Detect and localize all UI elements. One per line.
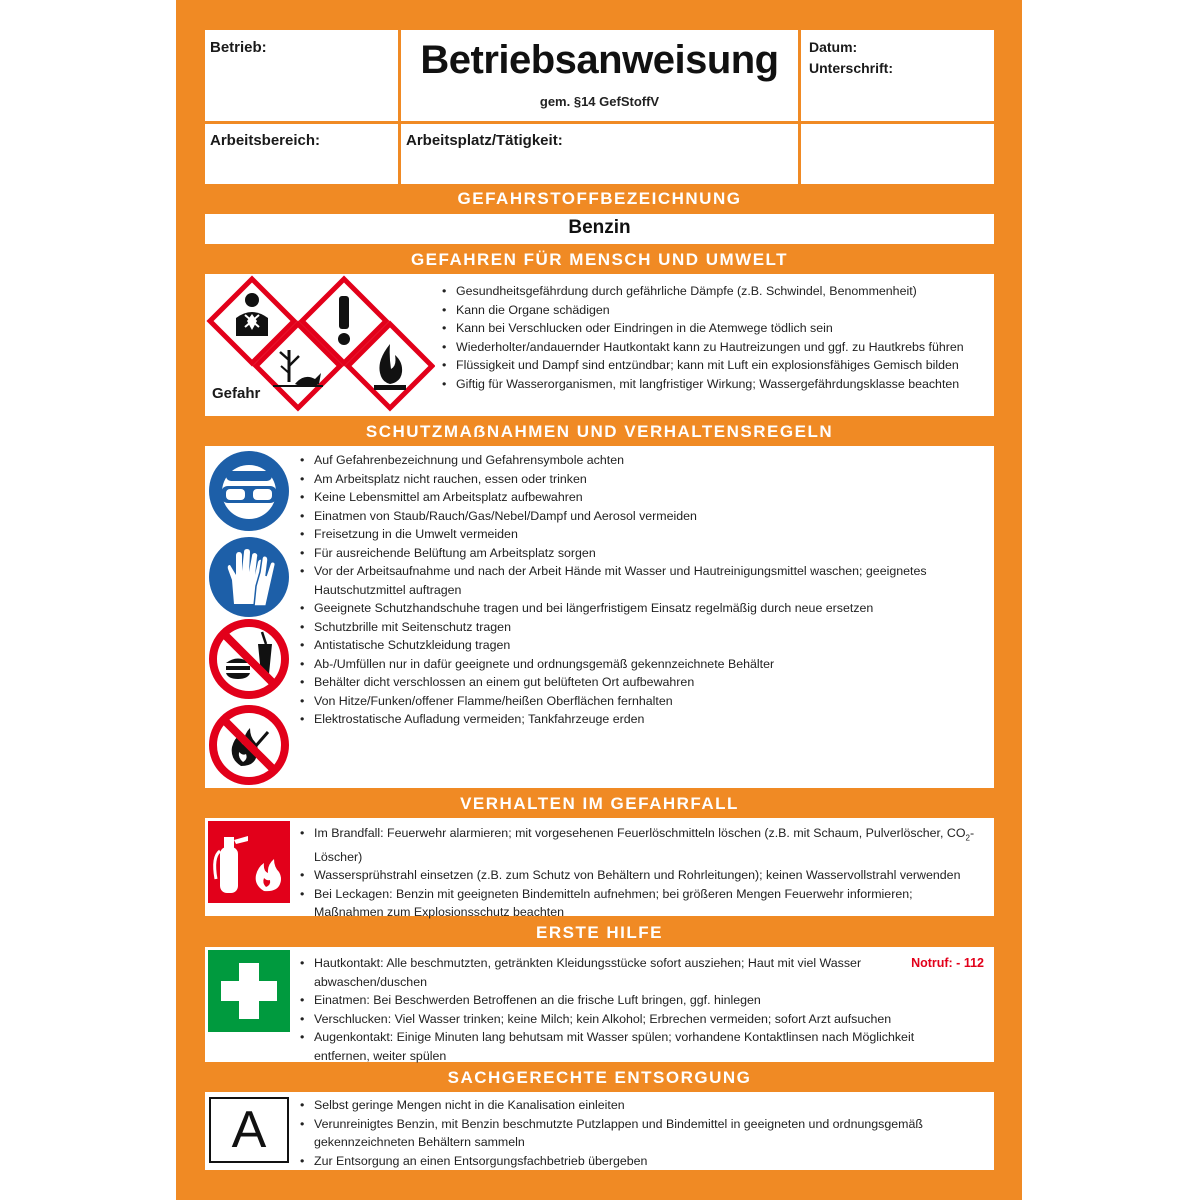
emergency-number: Notruf: - 112 bbox=[911, 956, 984, 970]
substance-heading: GEFAHRSTOFFBEZEICHNUNG bbox=[457, 189, 742, 208]
datum-label: Datum: bbox=[809, 39, 858, 55]
page-title: Betriebsanweisung bbox=[420, 38, 779, 82]
arbeitsbereich-cell[interactable] bbox=[205, 124, 398, 184]
first-aid-list bbox=[300, 954, 915, 1065]
no-open-flame-icon bbox=[208, 704, 290, 786]
list-item: • Selbst geringe Mengen nicht in die Kanalisation einleiten bbox=[300, 1096, 950, 1115]
list-item: • Wiederholter/andauernder Hautkontakt kann zu Hautreizungen und ggf. zu Hautkrebs führen bbox=[442, 338, 990, 357]
list-item: • Freisetzung in die Umwelt vermeiden bbox=[300, 525, 985, 544]
list-item: • Hautkontakt: Alle beschmutzten, getränkten Kleidungsstücke sofort ausziehen; Haut mit viel Wasser abwaschen/duschen bbox=[300, 954, 890, 991]
subscript: 2 bbox=[965, 833, 970, 843]
list-item: • Auf Gefahrenbezeichnung und Gefahrensymbole achten bbox=[300, 451, 985, 470]
disposal-list bbox=[300, 1096, 950, 1170]
list-item: • Behälter dicht verschlossen an einem gut belüfteten Ort aufbewahren bbox=[300, 673, 985, 692]
first-aid-cross-icon bbox=[208, 950, 290, 1032]
list-item-text: CO bbox=[946, 826, 966, 840]
list-item: • Kann bei Verschlucken oder Eindringen in die Atemwege tödlich sein bbox=[442, 319, 990, 338]
list-item: • Schutzbrille mit Seitenschutz tragen bbox=[300, 618, 985, 637]
hazards-box bbox=[205, 274, 994, 416]
arbeitsplatz-label: Arbeitsplatz/Tätigkeit: bbox=[406, 132, 563, 149]
first-aid-box bbox=[205, 947, 994, 1062]
signal-word: Gefahr bbox=[212, 385, 261, 402]
protection-box bbox=[205, 446, 994, 788]
no-eating-drinking-icon bbox=[208, 618, 290, 700]
goggles-icon bbox=[208, 450, 290, 532]
list-item-text: -Löscher) bbox=[314, 826, 975, 864]
list-item: • Ab-/Umfüllen nur in dafür geeignete und ordnungsgemäß gekennzeichnete Behälter bbox=[300, 655, 985, 674]
disposal-heading: SACHGERECHTE ENTSORGUNG bbox=[447, 1068, 752, 1087]
empty-cell[interactable] bbox=[801, 124, 994, 184]
substance-name: Benzin bbox=[568, 217, 631, 238]
arbeitsbereich-label: Arbeitsbereich: bbox=[210, 132, 321, 149]
list-item: • Am Arbeitsplatz nicht rauchen, essen oder trinken bbox=[300, 470, 985, 489]
disposal-box bbox=[205, 1092, 994, 1170]
list-item: • Einatmen von Staub/Rauch/Gas/Nebel/Dampf und Aerosol vermeiden bbox=[300, 507, 985, 526]
list-item bbox=[300, 824, 985, 866]
protection-heading: SCHUTZMAẞNAHMEN UND VERHALTENSREGELN bbox=[365, 422, 834, 441]
emergency-box bbox=[205, 818, 994, 920]
first-aid-heading: ERSTE HILFE bbox=[535, 923, 663, 942]
list-item: • Zur Entsorgung an einen Entsorgungsfachbetrieb übergeben bbox=[300, 1152, 950, 1171]
title-cell bbox=[401, 30, 798, 121]
list-item: • Gesundheitsgefährdung durch gefährliche Dämpfe (z.B. Schwindel, Benommenheit) bbox=[442, 282, 990, 301]
emergency-list bbox=[300, 824, 985, 922]
list-item: • Vor der Arbeitsaufnahme und nach der Arbeit Hände mit Wasser und Hautreinigungsmittel waschen; geeignetes Hautschutzmittel auftragen bbox=[300, 562, 985, 599]
substance-box bbox=[205, 214, 994, 244]
list-item: • Flüssigkeit und Dampf sind entzündbar; kann mit Luft ein explosionsfähiges Gemisch bilden bbox=[442, 356, 990, 375]
list-item: • Verunreinigtes Benzin, mit Benzin beschmutzte Putzlappen und Bindemittel in geeigneten und ordnungsgemäß gekennzeichneten Behältern sammeln bbox=[300, 1115, 950, 1152]
list-item: • Für ausreichende Belüftung am Arbeitsplatz sorgen bbox=[300, 544, 985, 563]
list-item: • Bei Leckagen: Benzin mit geeigneten Bindemitteln aufnehmen; bei größeren Mengen Feuerwehr informieren; Maßnahmen zum Explosionsschutz beachten bbox=[300, 885, 985, 922]
arbeitsplatz-cell[interactable] bbox=[401, 124, 798, 184]
list-item: • Antistatische Schutzkleidung tragen bbox=[300, 636, 985, 655]
list-item: • Keine Lebensmittel am Arbeitsplatz aufbewahren bbox=[300, 488, 985, 507]
emergency-heading: VERHALTEN IM GEFAHRFALL bbox=[460, 794, 739, 813]
hazards-list bbox=[442, 282, 990, 393]
disposal-code-box bbox=[209, 1097, 289, 1163]
list-item: • Kann die Organe schädigen bbox=[442, 301, 990, 320]
list-item: • Von Hitze/Funken/offener Flamme/heißen Oberflächen fernhalten bbox=[300, 692, 985, 711]
unterschrift-label: Unterschrift: bbox=[809, 60, 894, 76]
betrieb-cell[interactable] bbox=[205, 30, 398, 121]
protection-list bbox=[300, 451, 985, 729]
fire-extinguisher-icon bbox=[208, 821, 290, 903]
list-item: • Einatmen: Bei Beschwerden Betroffenen an die frische Luft bringen, ggf. hinlegen bbox=[300, 991, 999, 1010]
disposal-code-letter: A bbox=[231, 1101, 267, 1159]
list-item: • Geeignete Schutzhandschuhe tragen und bei längerfristigem Einsatz regelmäßig durch neue ersetzen bbox=[300, 599, 985, 618]
list-item: • Elektrostatische Aufladung vermeiden; Tankfahrzeuge erden bbox=[300, 710, 985, 729]
list-item: • Verschlucken: Viel Wasser trinken; keine Milch; kein Alkohol; Erbrechen vermeiden; sofort Arzt aufsuchen bbox=[300, 1010, 999, 1029]
betrieb-label: Betrieb: bbox=[210, 39, 267, 56]
gloves-icon bbox=[208, 536, 290, 618]
datum-cell[interactable] bbox=[801, 30, 994, 121]
page-subtitle: gem. §14 GefStoffV bbox=[539, 94, 660, 109]
list-item: • Wassersprühstrahl einsetzen (z.B. zum Schutz von Behältern und Rohrleitungen); keinen Wasservollstrahl verwenden bbox=[300, 866, 985, 885]
list-item-text: Im Brandfall: Feuerwehr alarmieren; mit vorgesehenen Feuerlöschmitteln löschen (z.B. mit Schaum, Pulverlöscher, bbox=[314, 826, 944, 840]
list-item: • Augenkontakt: Einige Minuten lang behutsam mit Wasser spülen; vorhandene Kontaktlinsen nach Möglichkeit entfernen, weiter spülen bbox=[300, 1028, 954, 1065]
hazards-heading: GEFAHREN FÜR MENSCH UND UMWELT bbox=[410, 250, 789, 269]
list-item: • Giftig für Wasserorganismen, mit langfristiger Wirkung; Wassergefährdungsklasse beachten bbox=[442, 375, 990, 394]
